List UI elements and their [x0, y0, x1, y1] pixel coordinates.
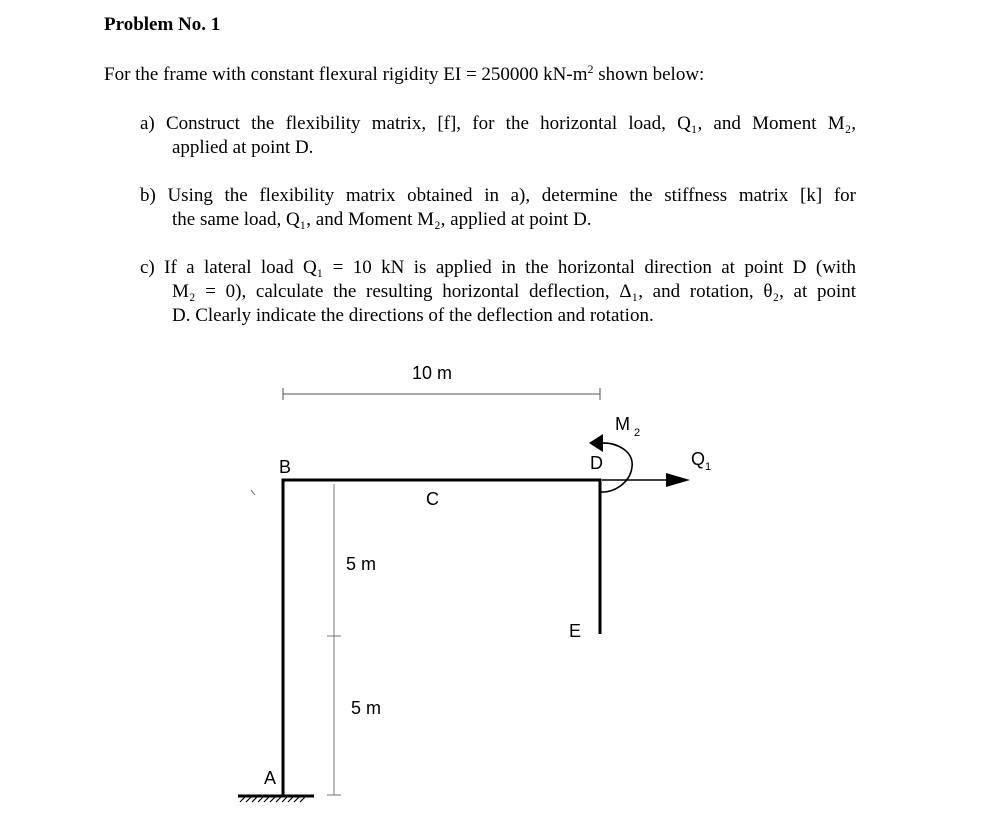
part-a-line-1: a) Construct the flexibility matrix, [f], for the horizontal load, Q₁, and Moment M₂,	[140, 113, 856, 134]
node-label-a: A	[264, 768, 277, 788]
part-a-line-2: applied at point D.	[172, 137, 314, 158]
part-c-line-1: c) If a lateral load Q₁ = 10 kN is applied in the horizontal direction at point D (with	[140, 257, 856, 278]
moment-arc	[600, 443, 632, 492]
node-label-b: B	[279, 457, 292, 477]
intro-superscript: 2	[587, 62, 594, 76]
load-label-sub: 1	[705, 461, 712, 473]
node-label-d: D	[590, 453, 603, 473]
part-b-line-2: the same load, Q₁, and Moment M₂, applied at point D.	[172, 209, 592, 230]
lower-height-label: 5 m	[351, 698, 382, 718]
intro-text-end: shown below:	[593, 64, 705, 85]
part-c-line-2: M₂ = 0), calculate the resulting horizontal deflection, Δ₁, and rotation, θ₂, at point	[172, 281, 856, 302]
moment-label-sub: 2	[634, 427, 641, 439]
part-c-line-3: D. Clearly indicate the directions of the deflection and rotation.	[172, 305, 654, 326]
problem-title: Problem No. 1	[104, 14, 221, 35]
moment-arrowhead	[589, 434, 603, 452]
stray-mark	[251, 490, 255, 495]
intro-text: For the frame with constant flexural rigidity EI = 250000 kN-m	[104, 64, 588, 85]
part-b-line-1: b) Using the flexibility matrix obtained in a), determine the stiffness matrix [k] for	[140, 185, 856, 206]
moment-label: M	[615, 414, 630, 434]
fixed-support	[238, 796, 314, 802]
load-arrowhead	[666, 473, 690, 487]
load-label: Q	[691, 449, 706, 469]
node-label-c: C	[426, 489, 439, 509]
span-label: 10 m	[411, 363, 453, 383]
upper-height-label: 5 m	[346, 554, 377, 574]
span-dimension	[283, 388, 600, 400]
frame-members	[282, 480, 602, 796]
height-dimension	[327, 484, 341, 795]
node-label-e: E	[569, 621, 582, 641]
